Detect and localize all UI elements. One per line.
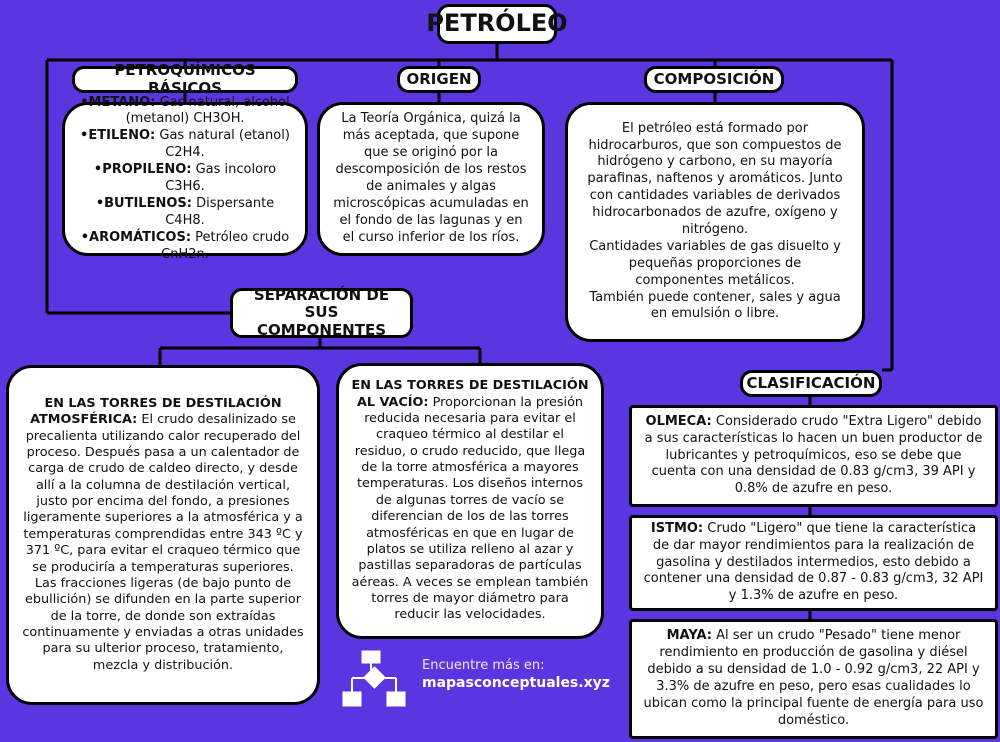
vacio-text: EN LAS TORRES DE DESTILACIÓN AL VACÍO: Proporcionan la presión reducida necesaria para evitar el craqueo térmico al destilar el residuo, o crudo reducido, que llega de la torre atmosférica a mayores temperaturas. Los diseños internos de algunas torres de vacío se diferencian de los de las torres atmosféricas en que en lugar de platos se utiliza relleno al azar y pastillas separadoras de partículas aéreas. A veces se emplean también torres de mayor diámetro para reducir las velocidades. (351, 378, 589, 623)
petroquimicos-title-box (72, 61, 298, 97)
clasificacion-title-box (740, 370, 882, 397)
footer-line1: Encuentre más en: (422, 658, 545, 673)
footer-branding (340, 648, 610, 712)
flowchart-logo-icon (340, 650, 416, 710)
root-title-box (426, 4, 568, 44)
petroquimicos-item: •ETILENO: Gas natural (etanol) C2H4. (80, 128, 290, 161)
petroquimicos-card (62, 94, 308, 262)
olmeca-text: OLMECA: Considerado crudo "Extra Ligero" debido a sus características lo hacen un buen productor de lubricantes y petroquímicos, eso se debe que cuenta con una densidad de 0.83 g/cm3, 39 API y 0.8% de azufre en peso. (644, 413, 983, 497)
origen-title: ORIGEN (406, 69, 472, 88)
root-title: PETRÓLEO (426, 9, 568, 38)
clasificacion-title: CLASIFICACIÓN (746, 373, 876, 392)
atmosferica-card (6, 365, 320, 705)
olmeca-box (629, 405, 998, 507)
petroquimicos-item: •PROPILENO: Gas incoloro C3H6. (93, 162, 277, 194)
petroquimicos-item: •BUTILENOS: Dispersante C4H8. (95, 195, 275, 228)
composicion-paragraph: También puede contener, sales y agua en emulsión o libre. (589, 289, 841, 322)
atmosferica-text: EN LAS TORRES DE DESTILACIÓN ATMOSFÉRICA: El crudo desalinizado se precalienta utilizando calor recuperado del proceso. Después pasa a un calentador de carga de crudo de caldeo directo, y desde allí a la columna de destilación vertical, justo por encima del fondo, a presiones ligeramente superiores a la atmosférica y a temperaturas comprendidas entre 343 ºC y 371 ºC, para evitar el craqueo térmico que se produciría a temperaturas superiores. Las fracciones ligeras (de bajo punto de ebullición) se difunden en la parte superior de la torre, de donde son extraídas continuamente y enviadas a otras unidades para su ulterior proceso, tratamiento, mezcla y distribución. (22, 395, 304, 673)
composicion-title: COMPOSICIÓN (653, 69, 775, 88)
composicion-paragraph: El petróleo está formado por hidrocarburos, que son compuestos de hidrógeno y carbono, en su mayoría parafinas, naftenos y aromáticos. Junto con cantidades variables de derivados hidrocarbonados de azufre, oxígeno y nitrógeno. (587, 120, 843, 237)
maya-box (629, 619, 998, 739)
origen-card (317, 102, 545, 256)
footer-website-link[interactable]: mapasconceptuales.xyz (422, 675, 610, 691)
composicion-paragraph: Cantidades variables de gas disuelto y pequeñas proporciones de componentes metálicos. (589, 238, 841, 288)
petroquimicos-title: PETROQUÍMICOS BÁSICOS (114, 61, 256, 97)
separacion-title: SEPARACIÓN DE SUS COMPONENTES (253, 286, 390, 339)
footer-text (422, 658, 610, 691)
separacion-title-box (230, 288, 413, 338)
petroquimicos-item: •AROMÁTICOS: Petróleo crudo CnH2n. (80, 229, 290, 262)
istmo-box (629, 515, 998, 611)
origen-title-box (397, 66, 481, 93)
maya-text: MAYA: Al ser un crudo "Pesado" tiene menor rendimiento en producción de gasolina y diésel debido a su densidad de 1.0 - 0.92 g/cm3, 22 API y 3.3% de azufre en peso, pero esas cualidades lo ubican como la principal fuente de energía para uso doméstico. (643, 628, 984, 728)
istmo-text: ISTMO: Crudo "Ligero" que tiene la característica de dar mayor rendimientos para la realización de gasolina y destilados intermedios, esto debido a contener una densidad de 0.87 - 0.83 g/cm3, 32 API y 1.3% de azufre en peso. (643, 520, 984, 604)
composicion-card (565, 102, 865, 342)
composicion-title-box (644, 66, 784, 93)
petroquimicos-item: •METANO: Gas natural, alcohol (metanol) CH3OH. (80, 94, 290, 127)
origen-text: La Teoría Orgánica, quizá la más aceptada, que supone que se originó por la descomposición de los restos de animales y algas microscópicas acumuladas en el fondo de las lagunas y en el curso inferior de los ríos. (333, 111, 529, 245)
vacio-card (336, 363, 604, 639)
